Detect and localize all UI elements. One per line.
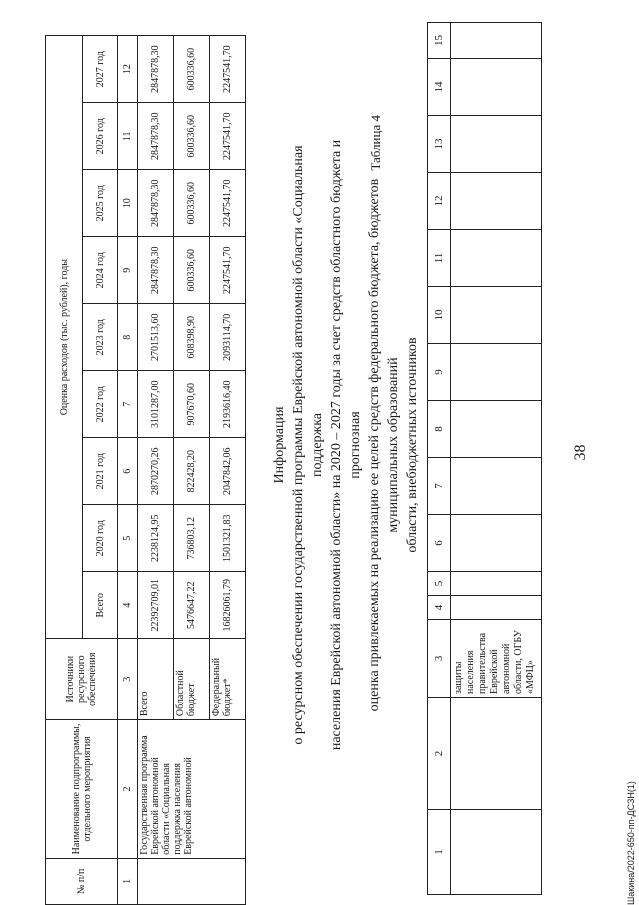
col-number: 10 <box>428 287 451 344</box>
title-line: о ресурсном обеспечении государственной программы Еврейской автономной области «Социальная поддержка <box>291 145 325 745</box>
header-num: № п/п <box>46 858 118 904</box>
col-number: 15 <box>428 23 451 59</box>
header-year: 2020 год <box>83 505 118 572</box>
source-cell: Федеральный бюджет* <box>210 639 246 720</box>
value-cell: 2847878,30 <box>138 237 174 304</box>
header-estimate: Оценка расходов (тыс. рублей), годы <box>46 36 83 639</box>
col-number: 12 <box>118 36 138 103</box>
table-cell <box>451 572 542 596</box>
table-cell <box>451 344 542 401</box>
col-number: 8 <box>118 304 138 371</box>
info-title <box>270 135 422 755</box>
column-number-row <box>428 23 451 895</box>
col-number: 4 <box>428 596 451 620</box>
header-year: 2025 год <box>83 170 118 237</box>
value-cell: 2247541,70 <box>210 170 246 237</box>
value-cell: 736803,12 <box>174 505 210 572</box>
title-line: оценка привлекаемых на реализацию ее целей средств федерального бюджета, бюджетов муниципальных образований <box>367 178 401 712</box>
header-name: Наименование подпрограммы, отдельного мероприятия <box>46 720 118 859</box>
table-cell <box>451 515 542 572</box>
value-cell: 2047842,06 <box>210 438 246 505</box>
table-cell <box>451 596 542 620</box>
table-cell <box>451 401 542 458</box>
value-cell: 608398,90 <box>174 304 210 371</box>
col-number: 5 <box>428 572 451 596</box>
header-year: 2022 год <box>83 371 118 438</box>
title-line: населения Еврейской автономной области» на 2020 – 2027 годы за счет средств областного бюджета и прогнозная <box>329 139 363 751</box>
table-caption: Таблица 4 <box>368 115 383 171</box>
page-number: 38 <box>572 444 589 461</box>
col-number: 11 <box>118 103 138 170</box>
value-cell: 600336,60 <box>174 36 210 103</box>
value-cell: 3101287,00 <box>138 371 174 438</box>
program-name-cell: Государственная программа Еврейской автономной области «Социальная поддержка населения Еврейской автономной <box>138 720 246 859</box>
source-cell: Областной бюджет <box>174 639 210 720</box>
col-number: 14 <box>428 59 451 116</box>
table-cell <box>451 698 542 810</box>
column-number-row <box>118 36 138 905</box>
table-cell <box>451 810 542 895</box>
table-cell <box>451 458 542 515</box>
header-year: 2021 год <box>83 438 118 505</box>
header-year: 2024 год <box>83 237 118 304</box>
document-code: Шакина/2022-650-пп-ДСЗН(1) <box>626 781 636 905</box>
header-row <box>46 36 83 905</box>
value-cell: 2238124,95 <box>138 505 174 572</box>
col-number: 4 <box>118 572 138 639</box>
col-number: 3 <box>118 639 138 720</box>
value-cell: 2093114,70 <box>210 304 246 371</box>
value-cell: 822428,20 <box>174 438 210 505</box>
value-cell: 600336,60 <box>174 170 210 237</box>
value-cell: 5476647,22 <box>174 572 210 639</box>
responsible-executor-cell: защиты населения правительства Еврейской автономной области, ОГБУ «МФЦ» <box>451 620 542 698</box>
col-number: 5 <box>118 505 138 572</box>
table-cell <box>451 230 542 287</box>
header-year: 2023 год <box>83 304 118 371</box>
value-cell: 2701513,60 <box>138 304 174 371</box>
resource-table <box>45 35 246 905</box>
header-total: Всего <box>83 572 118 639</box>
value-cell: 2847878,30 <box>138 170 174 237</box>
value-cell: 907670,60 <box>174 371 210 438</box>
col-number: 9 <box>428 344 451 401</box>
value-cell: 22392709,01 <box>138 572 174 639</box>
col-number: 13 <box>428 116 451 173</box>
value-cell: 2847878,30 <box>138 36 174 103</box>
table-cell <box>451 173 542 230</box>
col-number: 7 <box>428 458 451 515</box>
value-cell: 1501321,83 <box>210 505 246 572</box>
continuation-table <box>427 22 542 895</box>
table-cell <box>451 116 542 173</box>
value-cell: 2247541,70 <box>210 103 246 170</box>
col-number: 11 <box>428 230 451 287</box>
col-number: 2 <box>118 720 138 859</box>
header-year: 2027 год <box>83 36 118 103</box>
title-heading: Информация <box>272 406 287 484</box>
source-cell: Всего <box>138 639 174 720</box>
value-cell: 2193616,40 <box>210 371 246 438</box>
col-number: 2 <box>428 698 451 810</box>
value-cell: 2870270,26 <box>138 438 174 505</box>
value-cell: 16826061,79 <box>210 572 246 639</box>
value-cell: 600336,60 <box>174 237 210 304</box>
col-number: 9 <box>118 237 138 304</box>
col-number: 8 <box>428 401 451 458</box>
header-year: 2026 год <box>83 103 118 170</box>
title-line: области, внебюджетных источников <box>405 337 420 553</box>
col-number: 6 <box>118 438 138 505</box>
row-num-cell <box>138 858 246 904</box>
value-cell: 2247541,70 <box>210 36 246 103</box>
col-number: 7 <box>118 371 138 438</box>
table-cell <box>451 59 542 116</box>
table-cell <box>451 287 542 344</box>
col-number: 1 <box>428 810 451 895</box>
col-number: 12 <box>428 173 451 230</box>
col-number: 10 <box>118 170 138 237</box>
table-cell <box>451 23 542 59</box>
value-cell: 2247541,70 <box>210 237 246 304</box>
col-number: 3 <box>428 620 451 698</box>
header-source: Источники ресурсного обеспечения <box>46 639 118 720</box>
col-number: 1 <box>118 858 138 904</box>
value-cell: 2847878,30 <box>138 103 174 170</box>
col-number: 6 <box>428 515 451 572</box>
table-row <box>451 23 542 895</box>
value-cell: 600336,60 <box>174 103 210 170</box>
table-row <box>138 36 174 905</box>
